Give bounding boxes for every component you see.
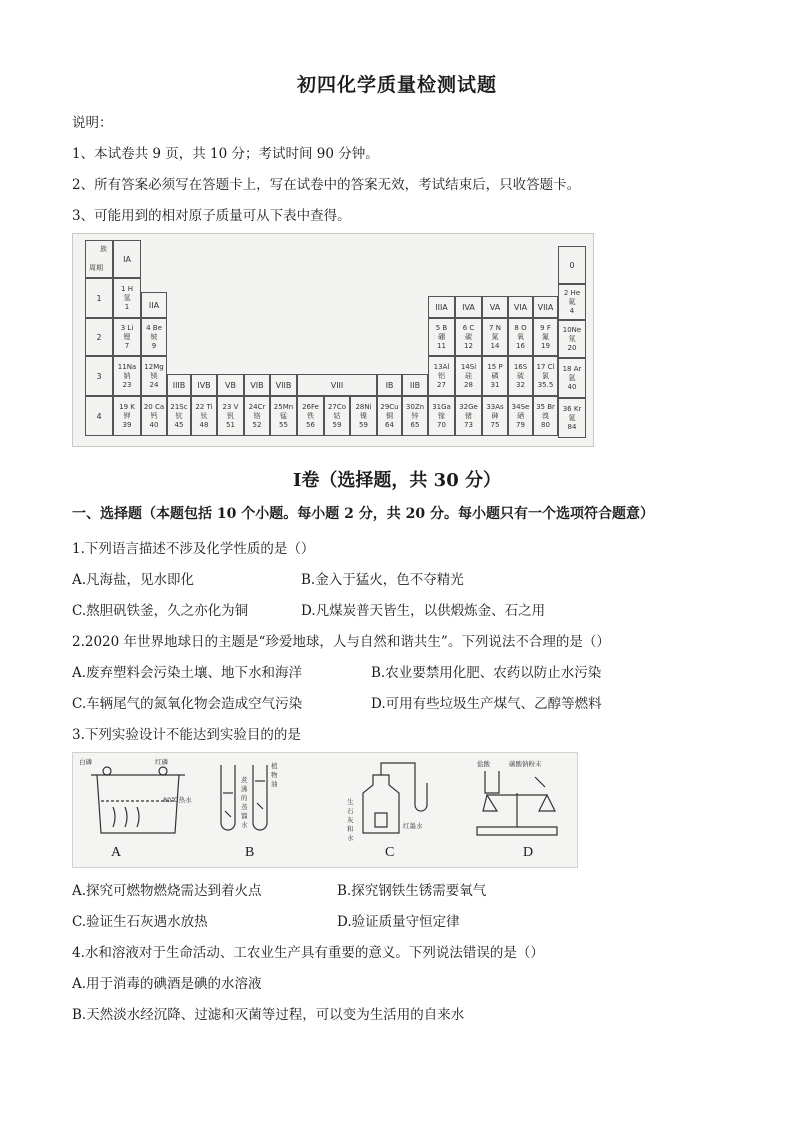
a-white-phosphorus-icon (103, 767, 111, 775)
experiment-figure (72, 752, 578, 868)
pt-group-via: VIA (508, 296, 533, 318)
pt-element-k: 19 K 钾 39 (113, 396, 141, 436)
q1-option-c: C.熬胆矾铁釜，久之亦化为铜 (72, 603, 249, 619)
pt-element-zn: 30Zn 锌 65 (402, 396, 428, 436)
pt-element-be: 4 Be 铍 9 (141, 318, 167, 356)
pt-element-co: 27Co 钴 59 (324, 396, 350, 436)
q2-option-c: C.车辆尾气的氮氧化物会造成空气污染 (72, 696, 303, 712)
pt-element-f: 9 F 氟 19 (533, 318, 558, 356)
pt-corner-group: 族 (100, 245, 107, 253)
pt-element-ge: 32Ge 锗 73 (455, 396, 482, 436)
pt-period-4: 4 (85, 396, 113, 436)
pt-element-ne: 10Ne 氖 20 (558, 320, 586, 358)
pt-element-p: 15 P 磷 31 (482, 356, 508, 396)
a-heat-wave-icon (113, 807, 139, 827)
pt-element-mg: 12Mg 镁 24 (141, 356, 167, 396)
pt-group-va: VA (482, 296, 508, 318)
pt-group-iib: IIB (402, 374, 428, 396)
pt-element-o: 8 O 氧 16 (508, 318, 533, 356)
d-beaker-icon (485, 771, 499, 793)
q2-option-a: A.废弃塑料会污染土壤、地下水和海洋 (72, 665, 303, 681)
pt-group-viib: VIIB (270, 374, 297, 396)
pt-element-ca: 20 Ca 钙 40 (141, 396, 167, 436)
pt-group-vb: VB (217, 374, 244, 396)
d-powder-icon (535, 777, 545, 787)
pt-element-sc: 21Sc 钪 45 (167, 396, 191, 436)
c-caption-left: 生石灰和水 (347, 798, 354, 842)
pt-element-br: 35 Br 溴 80 (533, 396, 558, 436)
intro-heading: 说明： (72, 115, 113, 131)
q1-option-d: D.凡煤炭普天皆生，以供煅炼金、石之用 (301, 603, 546, 619)
a-red-phosphorus-icon (159, 767, 167, 775)
pt-period-2: 2 (85, 318, 113, 356)
experiment-drawing (73, 753, 577, 867)
q4-option-a: A.用于消毒的碘酒是碘的水溶液 (72, 976, 262, 992)
pt-element-ga: 31Ga 镓 70 (428, 396, 455, 436)
c-flask-icon (363, 775, 399, 833)
d-caption-right: 碳酸钠粉末 (509, 760, 542, 768)
b-tube-right-icon (253, 765, 267, 830)
a-caption-white-p: 白磷 (79, 758, 92, 766)
d-balance-pan-icon (483, 795, 555, 811)
q1-option-a: A.凡海盐，见水即化 (72, 572, 195, 588)
c-u-tube-icon (381, 763, 427, 811)
pt-period-1: 1 (85, 278, 113, 318)
section-heading: 一、选择题（本题包括 10 个小题。每小题 2 分，共 20 分。每小题只有一个选项符合题意） (72, 506, 654, 522)
periodic-table (72, 233, 594, 447)
pt-element-cl: 17 Cl 氯 35.5 (533, 356, 558, 396)
pt-group-viii: VIII (297, 374, 377, 396)
pt-group-ivb: IVB (191, 374, 217, 396)
pt-element-al: 13Al 铝 27 (428, 356, 455, 396)
a-caption-red-p: 红磷 (155, 758, 168, 766)
figure-label-c: C (385, 845, 395, 860)
q2-stem: 2.2020 年世界地球日的主题是“珍爱地球，人与自然和谐共生”。下列说法不合理的是（） (72, 634, 610, 650)
pt-element-c: 6 C 碳 12 (455, 318, 482, 356)
q3-option-a: A.探究可燃物燃烧需达到着火点 (72, 883, 262, 899)
pt-corner-period: 周期 (89, 264, 103, 272)
pt-element-se: 34Se 硒 79 (508, 396, 533, 436)
b-caption-right: 植物油 (271, 762, 278, 788)
pt-element-s: 16S 硫 32 (508, 356, 533, 396)
q3-option-c: C.验证生石灰遇水放热 (72, 914, 208, 930)
pt-element-b: 5 B 硼 11 (428, 318, 455, 356)
c-test-tube-icon (375, 813, 387, 827)
pt-element-ni: 28Ni 镍 59 (350, 396, 377, 436)
pt-element-ti: 22 Ti 钛 48 (191, 396, 217, 436)
pt-period-3: 3 (85, 356, 113, 396)
a-caption-water: 80℃热水 (163, 796, 192, 804)
figure-label-a: A (111, 845, 122, 860)
pt-group-viia: VIIA (533, 296, 558, 318)
pt-group-ib: IB (377, 374, 402, 396)
pt-element-he: 2 He 氦 4 (558, 284, 586, 320)
pt-element-v: 23 V 钒 51 (217, 396, 244, 436)
pt-element-si: 14Si 硅 28 (455, 356, 482, 396)
figure-label-d: D (523, 845, 534, 860)
d-caption-left: 盐酸 (477, 760, 490, 768)
pt-element-cu: 29Cu 铜 64 (377, 396, 402, 436)
c-caption-right: 红墨水 (403, 822, 423, 830)
pt-group-vib: VIB (244, 374, 270, 396)
pt-group-iiib: IIIB (167, 374, 191, 396)
pt-element-li: 3 Li 锂 7 (113, 318, 141, 356)
intro-item-1: 1、本试卷共 9 页，共 10 分；考试时间 90 分钟。 (72, 146, 379, 162)
q1-stem: 1.下列语言描述不涉及化学性质的是（） (72, 541, 315, 557)
d-balance-base-icon (477, 827, 557, 835)
q1-option-b: B.金入于猛火，色不夺精光 (301, 572, 464, 588)
pt-element-cr: 24Cr 铬 52 (244, 396, 270, 436)
page-title: 初四化学质量检测试题 (296, 74, 497, 96)
pt-element-kr: 36 Kr 氪 84 (558, 398, 586, 438)
b-caption-left: 煮沸的蒸馏水 (241, 776, 248, 829)
q4-option-b: B.天然淡水经沉降、过滤和灭菌等过程，可以变为生活用的自来水 (72, 1007, 465, 1023)
pt-element-fe: 26Fe 铁 56 (297, 396, 324, 436)
pt-group-iiia: IIIA (428, 296, 455, 318)
q3-stem: 3.下列实验设计不能达到实验目的的是 (72, 727, 301, 743)
pt-element-na: 11Na 钠 23 (113, 356, 141, 396)
pt-element-as: 33As 砷 75 (482, 396, 508, 436)
pt-corner (85, 240, 113, 278)
q2-option-d: D.可用有些垃圾生产煤气、乙醇等燃料 (371, 696, 602, 712)
q3-option-b: B.探究钢铁生锈需要氧气 (337, 883, 487, 899)
pt-group-ia: IA (113, 240, 141, 278)
intro-item-3: 3、可能用到的相对原子质量可从下表中查得。 (72, 208, 351, 224)
q3-option-d: D.验证质量守恒定律 (337, 914, 460, 930)
q2-option-b: B.农业要禁用化肥、农药以防止水污染 (371, 665, 602, 681)
pt-group-0: 0 (558, 246, 586, 284)
q4-stem: 4.水和溶液对于生命活动、工农业生产具有重要的意义。下列说法错误的是（） (72, 945, 544, 961)
intro-item-2: 2、所有答案必须写在答题卡上，写在试卷中的答案无效，考试结束后，只收答题卡。 (72, 177, 581, 193)
section-title: Ⅰ卷（选择题，共 30 分） (292, 470, 501, 491)
pt-group-iva: IVA (455, 296, 482, 318)
pt-element-ar: 18 Ar 氩 40 (558, 358, 586, 398)
pt-element-h: 1 H 氢 1 (113, 278, 141, 318)
b-tube-left-icon (221, 765, 235, 830)
figure-label-b: B (245, 845, 255, 860)
pt-element-n: 7 N 氮 14 (482, 318, 508, 356)
pt-element-mn: 25Mn 锰 55 (270, 396, 297, 436)
pt-group-iia: IIA (141, 292, 167, 318)
